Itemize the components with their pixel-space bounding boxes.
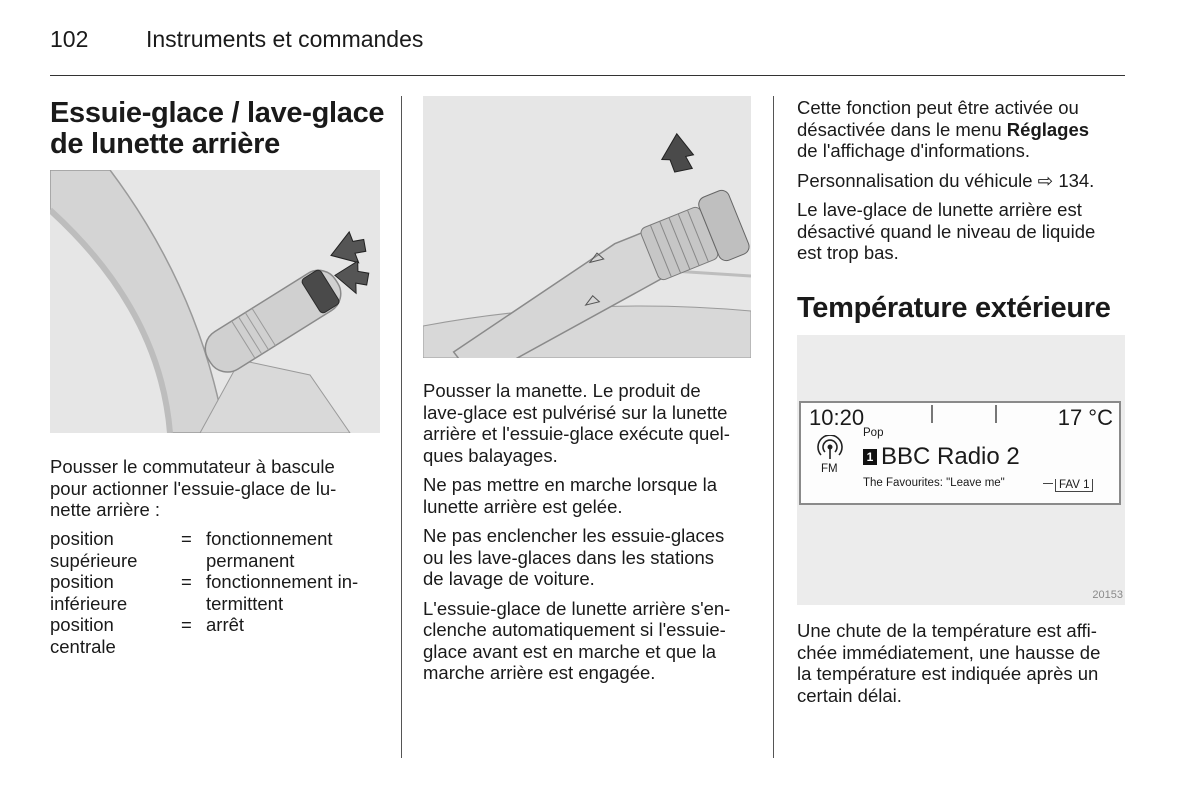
definition-value <box>206 614 376 657</box>
definition-equals: = <box>181 528 192 549</box>
paragraph <box>423 598 758 684</box>
term-line: position <box>50 571 114 592</box>
preset-badge: 1 <box>863 449 877 465</box>
text-line: chée immédiatement, une hausse de <box>797 641 1101 663</box>
text-line: lunette arrière est gelée. <box>423 495 623 517</box>
col2-text <box>423 380 758 684</box>
column-divider-1 <box>401 96 402 758</box>
heading-line: Essuie-glace / lave-glace <box>50 97 385 129</box>
definition-term <box>50 614 181 657</box>
paragraph <box>423 380 758 466</box>
term-line: position <box>50 528 114 549</box>
text-line: Une chute de la température est affi- <box>797 620 1097 641</box>
page-number: 102 <box>50 26 89 52</box>
text-line: Ne pas enclencher les essuie-glaces <box>423 525 725 546</box>
definition-value <box>206 528 376 571</box>
text-line: marche arrière est engagée. <box>423 662 656 683</box>
paragraph <box>797 620 1132 706</box>
value-line: permanent <box>206 549 295 571</box>
figure-number: 20153 <box>1092 589 1123 601</box>
paragraph <box>423 525 758 590</box>
paragraph <box>423 474 758 517</box>
text-line: arrière et l'essuie-glace exécute quel- <box>423 423 730 444</box>
page-reference[interactable]: 134. <box>1058 169 1095 191</box>
text-line: ou les lave-glaces dans les stations <box>423 546 715 568</box>
text-line: certain délai. <box>797 684 902 706</box>
section-heading-outside-temperature: Température extérieure <box>797 292 1111 324</box>
text-line: pour actionner l'essuie-glace de lu- <box>50 477 337 499</box>
value-line: termittent <box>206 592 284 614</box>
text-line: Pousser le commutateur à bascule <box>50 456 335 477</box>
display-time: 10:20 <box>809 405 865 430</box>
paragraph <box>797 170 1132 192</box>
display-band: FM <box>821 463 838 475</box>
radio-waves-icon <box>815 435 845 459</box>
definition-row <box>50 614 380 657</box>
favourite-connector <box>1043 483 1053 484</box>
text-line: glace avant est en marche et que la <box>423 640 717 662</box>
rear-wiper-heading-block <box>50 98 390 160</box>
text-line: Cette fonction peut être activée ou <box>797 97 1079 118</box>
text-line: désactivée dans le menu <box>797 118 1007 140</box>
text-line: de lavage de voiture. <box>423 568 595 589</box>
wiper-stalk-rocker-icon <box>50 170 380 433</box>
paragraph <box>797 199 1132 264</box>
definition-term <box>50 571 181 614</box>
display-category: Pop <box>863 427 884 439</box>
definition-row <box>50 571 380 614</box>
wiper-lever-illustration <box>423 96 751 358</box>
display-radiotext: The Favourites: "Leave me" <box>863 477 1005 489</box>
text-line: nette arrière : <box>50 499 161 520</box>
definition-value <box>206 571 376 614</box>
term-line: position <box>50 614 114 635</box>
definition-row <box>50 528 380 571</box>
text-line: ques balayages. <box>423 444 558 466</box>
text-line: Pousser la manette. Le produit de <box>423 380 701 401</box>
col3-top-text <box>797 97 1132 264</box>
value-line: fonctionnement in- <box>206 571 359 592</box>
text-line: Le lave-glace de lunette arrière est <box>797 199 1082 220</box>
section-heading-rear-wiper <box>50 98 390 160</box>
text-line: clenche automatiquement si l'essuie- <box>423 619 726 640</box>
page-reference-arrow-icon: ⇨ <box>1037 169 1054 191</box>
display-station-name: BBC Radio 2 <box>881 443 1020 470</box>
rear-wiper-intro <box>50 456 380 521</box>
definition-term <box>50 528 181 571</box>
text-line: Personnalisation du véhicule <box>797 169 1033 191</box>
display-outside-temperature: 17 °C <box>1057 405 1113 430</box>
text-line: la température est indiquée après un <box>797 663 1099 684</box>
info-display-figure <box>797 335 1125 605</box>
display-separator <box>931 405 933 423</box>
text-line: désactivé quand le niveau de liquide <box>797 220 1096 242</box>
term-line: supérieure <box>50 549 138 571</box>
column-divider-2 <box>773 96 774 758</box>
value-line: fonctionnement <box>206 528 333 549</box>
term-line: inférieure <box>50 592 128 614</box>
text-line: Ne pas mettre en marche lorsque la <box>423 474 718 495</box>
chapter-title: Instruments et commandes <box>146 26 424 52</box>
text-line: lave-glace est pulvérisé sur la lunette <box>423 401 728 423</box>
favourite-label: FAV 1 <box>1055 479 1093 492</box>
menu-name-settings: Réglages <box>1006 118 1090 140</box>
term-line: centrale <box>50 635 116 657</box>
definition-equals: = <box>181 571 192 592</box>
text-line: est trop bas. <box>797 242 899 263</box>
value-line: arrêt <box>206 614 245 635</box>
text-line: L'essuie-glace de lunette arrière s'en- <box>423 597 731 619</box>
position-definition-table <box>50 528 380 657</box>
definition-equals: = <box>181 614 192 635</box>
col3-bottom-text <box>797 620 1132 706</box>
info-display <box>799 401 1121 505</box>
display-separator <box>995 405 997 423</box>
outside-temp-heading-block <box>797 293 1132 324</box>
paragraph <box>797 97 1132 162</box>
header-rule <box>50 75 1125 76</box>
wiper-lever-push-icon <box>423 96 751 358</box>
steering-column-illustration <box>50 170 380 433</box>
heading-line: de lunette arrière <box>50 128 280 160</box>
text-line: de l'affichage d'informations. <box>797 140 1030 161</box>
